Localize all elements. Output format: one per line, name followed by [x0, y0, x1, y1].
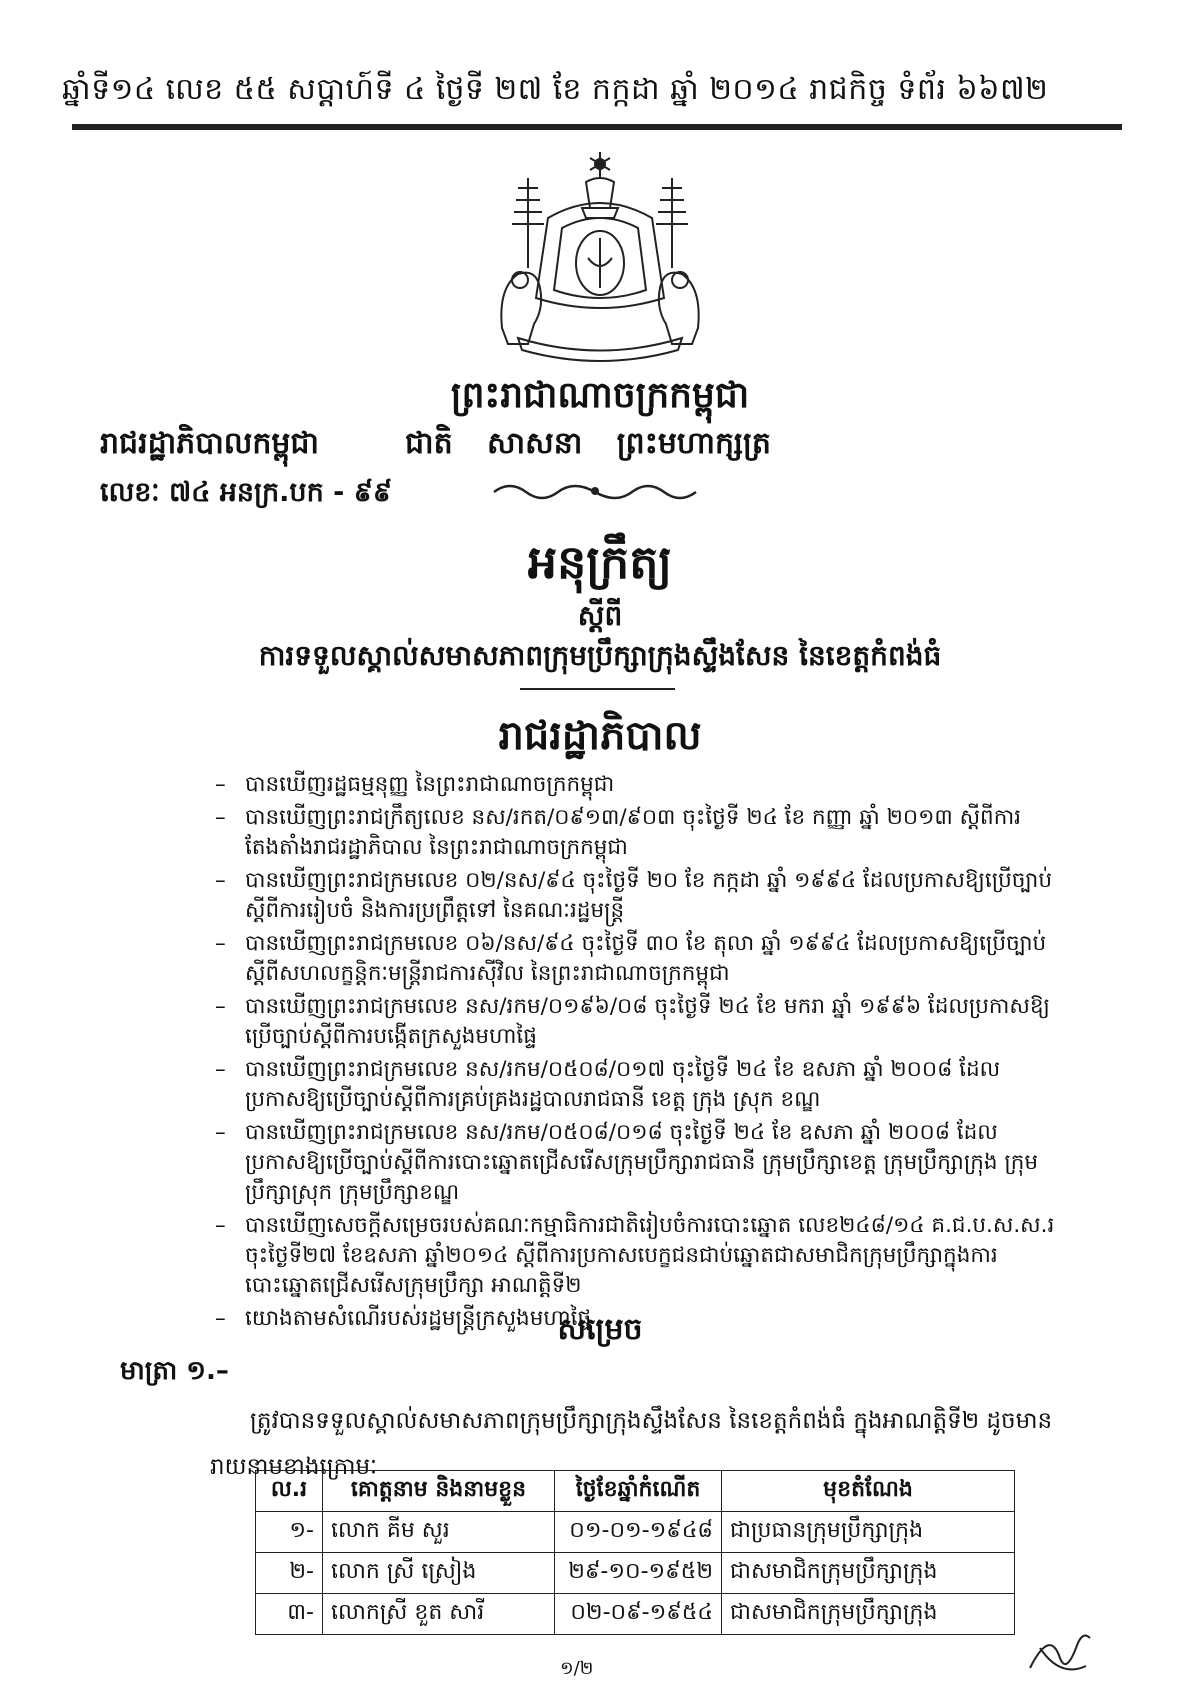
issuing-authority: រាជរដ្ឋាភិបាល [498, 713, 702, 759]
row-number: ២- [256, 1553, 323, 1594]
signature-icon [1020, 1608, 1100, 1680]
preamble-item: – បានឃើញព្រះរាជក្រមលេខ ០២/នស/៩៤ ចុះថ្ងៃទី ២០ ខែ កក្កដា ឆ្នាំ ១៩៩៤ ដែលប្រកាសឱ្យប្រើច្បាប់ស្តីពីការរៀបចំ និងការប្រព្រឹត្តទៅ នៃគណៈរដ្ឋមន្ត្រី [215, 868, 1052, 923]
row-number: ៣- [256, 1594, 323, 1635]
member-name: លោក គីម សួរ [323, 1512, 555, 1553]
birth-date: ០១-០១-១៩៤៨ [555, 1512, 722, 1553]
kingdom-name: ព្រះរាជាណាចក្រកម្ពុជា [450, 375, 750, 416]
title-rule [520, 688, 675, 690]
table-row [256, 1512, 1015, 1553]
column-header: ល.រ [256, 1471, 323, 1512]
national-motto: ជាតិ សាសនា ព្រះមហាក្សត្រ [405, 426, 771, 461]
column-header: មុខតំណែង [722, 1471, 1015, 1512]
birth-date: ០២-០៩-១៩៥៤ [555, 1594, 722, 1635]
decision-heading: សម្រេច [557, 1312, 643, 1347]
preamble-item: – បានឃើញរដ្ឋធម្មនុញ្ញ នៃព្រះរាជាណាចក្រកម្ពុជា [215, 772, 615, 797]
government-name: រាជរដ្ឋាភិបាលកម្ពុជា [100, 426, 319, 461]
page-number: ១/២ [560, 1658, 594, 1679]
birth-date: ២៩-១០-១៩៥២ [555, 1553, 722, 1594]
ornament-divider-icon [490, 478, 700, 504]
gazette-header: ឆ្នាំទី១៤ លេខ ៥៥ សប្តាហ៍ទី ៤ ថ្ងៃទី ២៧ ខែ កក្កដា ឆ្នាំ ២០១៤ រាជកិច្ច ទំព័រ ៦៦៧២ [62, 72, 1049, 107]
position: ជាសមាជិកក្រុមប្រឹក្សាក្រុង [722, 1553, 1015, 1594]
article-label: មាត្រា ១.– [120, 1356, 229, 1386]
table-row [256, 1553, 1015, 1594]
article-body: ត្រូវបានទទួលស្គាល់សមាសភាពក្រុមប្រឹក្សាក្រុងស្ទឹងសែន នៃខេត្តកំពង់ធំ ក្នុងអាណត្តិទី២ ដូចមានរាយនាមខាងក្រោមៈ [210, 1408, 1053, 1480]
preamble-item: – បានឃើញព្រះរាជក្រឹត្យលេខ នស/រកត/០៩១៣/៩០៣ ចុះថ្ងៃទី ២៤ ខែ កញ្ញា ឆ្នាំ ២០១៣ ស្តីពីការតែងតាំងរាជរដ្ឋាភិបាល នៃព្រះរាជាណាចក្រកម្ពុជា [215, 805, 1021, 860]
preamble-item: – បានឃើញព្រះរាជក្រមលេខ នស/រកម/០៥០៨/០១៨ ចុះថ្ងៃទី ២៤ ខែ ឧសភា ឆ្នាំ ២០០៨ ដែលប្រកាសឱ្យប្រើច្បាប់ស្តីពីការបោះឆ្នោតជ្រើសរើសក្រុមប្រឹក្សារាជធានី ក្រុមប្រឹក្សាខេត្ត ក្រុមប្រឹក្សាក្រុង ក្រុមប្រឹក្សាស្រុក ក្រុមប្រឹក្សាខណ្ឌ [215, 1120, 1039, 1205]
preamble-item: – បានឃើញព្រះរាជក្រមលេខ ០៦/នស/៩៤ ចុះថ្ងៃទី ៣០ ខែ តុលា ឆ្នាំ ១៩៩៤ ដែលប្រកាសឱ្យប្រើច្បាប់ស្តីពីសហលក្ខន្តិកៈមន្ត្រីរាជការស៊ីវិល នៃព្រះរាជាណាចក្រកម្ពុជា [215, 931, 1047, 986]
member-name: លោក ស្រី ស្រៀង [323, 1553, 555, 1594]
preamble-item: – យោងតាមសំណើរបស់រដ្ឋមន្ត្រីក្រសួងមហាផ្ទៃ [215, 1306, 592, 1331]
column-header: ថ្ងៃខែឆ្នាំកំណើត [555, 1471, 722, 1512]
preamble-list [215, 770, 1075, 1337]
members-table [255, 1470, 1015, 1635]
preamble-item: – បានឃើញព្រះរាជក្រមលេខ នស/រកម/០៥០៨/០១៧ ចុះថ្ងៃទី ២៤ ខែ ឧសភា ឆ្នាំ ២០០៨ ដែលប្រកាសឱ្យប្រើច្បាប់ស្តីពីការគ្រប់គ្រងរដ្ឋបាលរាជធានី ខេត្ត ក្រុង ស្រុក ខណ្ឌ [215, 1057, 1001, 1112]
preamble-item: – បានឃើញសេចក្តីសម្រេចរបស់គណៈកម្មាធិការជាតិរៀបចំការបោះឆ្នោត លេខ២៤៨/១៤ គ.ជ.ប.ស.ស.រ ចុះថ្ងៃទី២៧ ខែឧសភា ឆ្នាំ២០១៤ ស្តីពីការប្រកាសបេក្ខជនជាប់ឆ្នោតជាសមាជិកក្រុមប្រឹក្សាក្នុងការបោះឆ្នោតជ្រើសរើសក្រុមប្រឹក្សា អាណត្តិទី២ [215, 1213, 1055, 1298]
preamble-item: – បានឃើញព្រះរាជក្រមលេខ នស/រកម/០១៩៦/០៨ ចុះថ្ងៃទី ២៤ ខែ មករា ឆ្នាំ ១៩៩៦ ដែលប្រកាសឱ្យប្រើច្បាប់ស្តីពីការបង្កើតក្រសួងមហាផ្ទៃ [215, 994, 1050, 1049]
document-type: អនុក្រឹត្យ [527, 535, 673, 589]
reference-number: លេខៈ ៧៤ អនក្រ.បក - ៩៩ [100, 477, 392, 508]
position: ជាសមាជិកក្រុមប្រឹក្សាក្រុង [722, 1594, 1015, 1635]
row-number: ១- [256, 1512, 323, 1553]
header-rule [72, 124, 1122, 130]
column-header: គោត្តនាម និងនាមខ្លួន [323, 1471, 555, 1512]
table-row [256, 1594, 1015, 1635]
position: ជាប្រធានក្រុមប្រឹក្សាក្រុង [722, 1512, 1015, 1553]
table-header-row [256, 1471, 1015, 1512]
document-about: ស្តីពី [577, 599, 623, 632]
member-name: លោកស្រី ខួត សារី [323, 1594, 555, 1635]
document-subject: ការទទួលស្គាល់សមាសភាពក្រុមប្រឹក្សាក្រុងស្ទឹងសែន នៃខេត្តកំពង់ធំ [258, 639, 942, 672]
royal-coat-of-arms-icon [488, 148, 712, 368]
